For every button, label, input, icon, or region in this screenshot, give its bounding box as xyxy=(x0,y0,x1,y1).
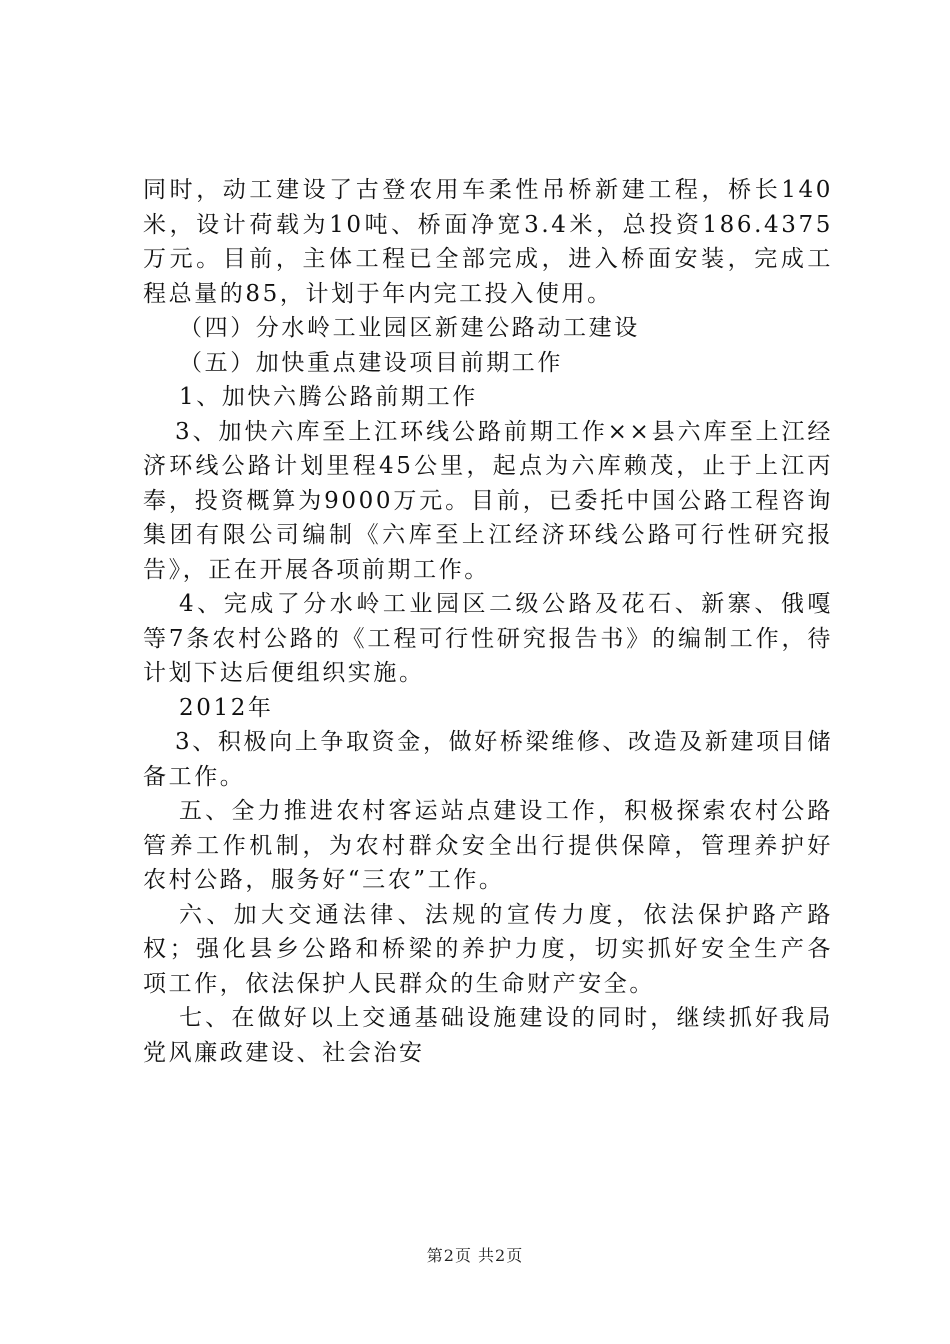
page-footer: 第2页 共2页 xyxy=(426,1246,524,1265)
paragraph-item-feasibility: 4、完成了分水岭工业园区二级公路及花石、新寨、俄嘎等7条农村公路的《工程可行性研究报告书》的编制工作，待计划下达后便组织实施。 xyxy=(143,591,833,686)
heading-section-four: （四）分水岭工业园区新建公路动工建设 xyxy=(179,315,640,341)
paragraph-section-six-law: 六、加大交通法律、法规的宣传力度，依法保护路产路权；强化县乡公路和桥梁的养护力度，切实抓好安全生产各项工作，依法保护人民群众的生命财产安全。 xyxy=(143,901,833,997)
paragraph-section-seven-governance: 七、在做好以上交通基础设施建设的同时，继续抓好我局党风廉政建设、社会治安 xyxy=(143,1005,833,1066)
paragraph-item-liuteng: 1、加快六腾公路前期工作 xyxy=(179,384,478,410)
heading-section-five: （五）加快重点建设项目前期工作 xyxy=(179,349,563,376)
paragraph-bridge-project: 同时，动工建设了古登农用车柔性吊桥新建工程，桥长140米，设计荷载为10吨、桥面净宽3.4米，总投资186.4375万元。目前，主体工程已全部完成，进入桥面安装，完成工程总量的85，计划于年内完工投入使用。 xyxy=(143,177,833,307)
paragraph-section-five-transport: 五、全力推进农村客运站点建设工作，积极探索农村公路管养工作机制，为农村群众安全出行提供保障，管理养护好农村公路，服务好“三农”工作。 xyxy=(143,798,833,893)
paragraph-year-2012: 2012年 xyxy=(179,694,274,721)
document-body xyxy=(143,173,833,1070)
paragraph-item-funding: 3、积极向上争取资金，做好桥梁维修、改造及新建项目储备工作。 xyxy=(143,729,833,790)
paragraph-item-ring-road: 3、加快六库至上江环线公路前期工作××县六库至上江经济环线公路计划里程45公里，起点为六库赖茂，止于上江丙奉，投资概算为9000万元。目前，已委托中国公路工程咨询集团有限公司编制《六库至上江经济环线公路可行性研究报告》，正在开展各项前期工作。 xyxy=(143,418,833,583)
